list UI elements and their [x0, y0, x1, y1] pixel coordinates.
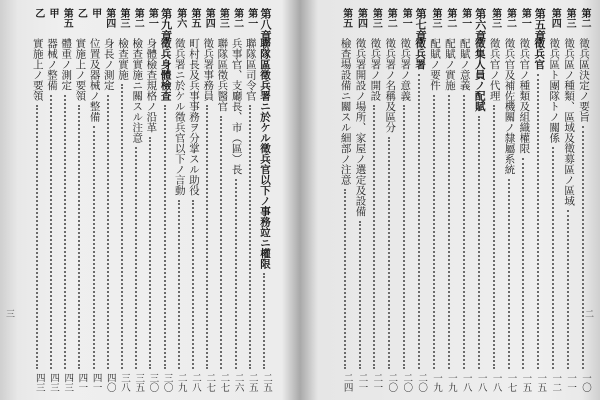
toc-entry-title: 體重ノ測定	[60, 38, 73, 91]
toc-entry	[367, 8, 381, 392]
toc-entry	[44, 8, 58, 392]
dot-leader	[178, 200, 180, 369]
toc-entry	[442, 8, 456, 392]
toc-entry-number: 第二	[231, 8, 243, 28]
right-page-number: 二	[584, 310, 594, 320]
toc-entry-title: 徵兵官ノ種類及組織權限	[518, 38, 531, 154]
toc-entry-page-number: 四三	[62, 373, 74, 392]
toc-entry-page-number: 二〇	[386, 373, 398, 392]
toc-entry-page-number: 二九	[175, 373, 187, 392]
toc-entry-page-number: 一八	[490, 373, 502, 392]
toc-entry-page-number: 一二	[550, 373, 562, 392]
toc-entry-title: 身體檢查規格ノ沿革	[145, 38, 158, 133]
dot-leader	[359, 221, 361, 369]
toc-entry-number: 第四	[549, 8, 561, 28]
toc-entry-number: 乙	[75, 8, 87, 18]
toc-entry	[101, 8, 115, 392]
toc-entry-page-number: 一一	[565, 373, 577, 392]
toc-entry-number: 第七章	[414, 8, 428, 41]
toc-entry-title: 徵兵官	[533, 38, 546, 70]
toc-entry-title: 徵兵身體檢查	[159, 38, 172, 101]
toc-entry-page-number: 四〇	[104, 373, 116, 392]
toc-entry-title: 實施上ノ要領	[31, 38, 44, 101]
dot-leader	[537, 74, 539, 369]
toc-entry	[172, 8, 186, 392]
toc-entry-page-number: 一九	[445, 373, 457, 392]
toc-entry	[58, 8, 72, 392]
toc-entry-number: 第九章	[159, 8, 173, 41]
toc-entry-title: 徵兵區決定ノ要旨	[578, 38, 590, 122]
toc-entry-title: 配賦ノ要件	[429, 38, 441, 91]
toc-entry	[30, 8, 44, 392]
toc-entry-page-number: 三〇	[161, 373, 173, 392]
dot-leader	[478, 116, 480, 369]
toc-entry	[531, 8, 545, 392]
dot-leader	[508, 179, 510, 369]
toc-entry	[427, 8, 441, 392]
toc-entry	[115, 8, 129, 392]
toc-entry	[72, 8, 86, 392]
toc-entry-page-number: 三〇	[147, 373, 159, 392]
toc-entry	[397, 8, 411, 392]
toc-entry-page-number: 二一	[356, 373, 368, 392]
toc-entry	[229, 8, 243, 392]
toc-entry-number: 第二	[385, 8, 397, 28]
left-page-number: 三	[6, 310, 16, 320]
toc-entry-number: 第三	[564, 8, 576, 28]
toc-entry	[353, 8, 367, 392]
toc-entry-title: 位置及器械ノ整備	[88, 38, 101, 122]
toc-entry	[487, 8, 501, 392]
toc-entry-title: 實施上ノ要領	[74, 38, 87, 101]
toc-entry-page-number: 一八	[460, 373, 472, 392]
toc-entry-number: 第五	[340, 8, 352, 28]
toc-entry-number: 甲	[89, 8, 101, 18]
dot-leader	[582, 126, 584, 369]
toc-entry-title: 配賦ノ意義	[458, 38, 471, 91]
toc-entry-number: 乙	[32, 8, 44, 18]
toc-entry	[186, 8, 200, 392]
toc-entry	[472, 8, 486, 392]
dot-leader	[344, 189, 346, 369]
toc-entry-number: 第三	[370, 8, 382, 28]
dot-leader	[164, 105, 166, 369]
toc-entry-page-number: 二八	[190, 373, 201, 392]
toc-entry-number: 第一	[245, 8, 257, 28]
toc-entry	[457, 8, 471, 392]
dot-leader	[135, 147, 137, 369]
toc-entry-title: 聯隊區司令官	[244, 38, 257, 101]
toc-entry	[200, 8, 214, 392]
toc-entry	[257, 8, 271, 392]
toc-entry-page-number: 二六	[232, 373, 244, 392]
toc-entry	[382, 8, 396, 392]
toc-entry-title: 徵兵署ノ名稱及區分	[384, 38, 397, 133]
toc-entry-title: 徵兵官ノ代理	[488, 38, 501, 101]
toc-entry-number: 第二	[132, 8, 144, 28]
dot-leader	[463, 95, 465, 369]
toc-entry	[214, 8, 228, 392]
toc-entry-number: 第五章	[533, 8, 547, 41]
toc-entry-number: 第六	[174, 8, 186, 28]
toc-entry	[158, 8, 172, 392]
toc-entry	[546, 8, 560, 392]
dot-leader	[493, 105, 495, 369]
toc-entry-page-number: 四三	[48, 373, 59, 392]
toc-entry-number: 第八章	[259, 8, 272, 41]
dot-leader	[50, 95, 52, 369]
toc-entry-number: 第二	[579, 8, 590, 28]
toc-entry-title: 兵事官、支廳長、市（區）長	[230, 38, 243, 175]
toc-entry-number: 第三	[430, 8, 441, 28]
toc-entry-page-number: 二五	[261, 373, 272, 392]
toc-entry-number: 第五	[189, 8, 200, 28]
toc-entry-number: 第二	[504, 8, 516, 28]
toc-entry-title: 徵兵署事務員	[202, 38, 215, 101]
toc-entry-page-number: 一七	[505, 373, 517, 392]
toc-entry-title: 徵兵署ノ開設	[369, 38, 382, 101]
toc-entry	[561, 8, 575, 392]
toc-entry-number: 第四	[203, 8, 215, 28]
toc-entry-title: 徵兵署開設ノ場所、家屋ノ選定及設備	[354, 38, 367, 217]
toc-entry-page-number: 一八	[475, 373, 487, 392]
dot-leader	[93, 126, 95, 369]
dot-leader	[388, 137, 390, 369]
toc-entry	[338, 8, 352, 392]
toc-entry-number: 第五	[61, 8, 73, 28]
dot-leader	[206, 105, 208, 369]
toc-entry-page-number: 四一	[76, 373, 88, 392]
dot-leader	[64, 95, 66, 369]
toc-entry-page-number: 二七	[204, 373, 216, 392]
dot-leader	[522, 158, 524, 369]
dot-leader	[418, 74, 420, 369]
toc-entry-number: 第三	[489, 8, 501, 28]
toc-entry-title: 器械ノ整備	[46, 38, 58, 91]
dot-leader	[433, 95, 435, 369]
toc-entry-number: 第四	[103, 8, 115, 28]
toc-entry	[502, 8, 516, 392]
toc-entry-number: 第三	[118, 8, 129, 28]
toc-entry-number: 第二	[444, 8, 456, 28]
dot-leader	[567, 210, 569, 369]
dot-leader	[121, 84, 123, 369]
toc-entry-number: 第一	[400, 8, 412, 28]
toc-entry-title: 徵兵署ノ意義	[399, 38, 412, 101]
toc-entry-title: 檢查實施ニ關スル注意	[131, 38, 144, 143]
toc-entry	[576, 8, 590, 392]
toc-entry-title: 檢查實施	[117, 38, 129, 80]
toc-entry-number: 第一	[146, 8, 158, 28]
toc-entry-number: 第六章	[473, 8, 487, 41]
toc-entry-page-number: 一五	[535, 373, 547, 392]
toc-entry-title: 徵兵署	[414, 38, 427, 70]
toc-entry-title: 檢查場設備ニ關スル細部ノ注意	[339, 38, 352, 185]
toc-entry-page-number: 一〇	[580, 373, 591, 392]
toc-entry-page-number: 二四	[341, 373, 353, 392]
toc-entry	[412, 8, 426, 392]
toc-entry-page-number: 三八	[119, 373, 130, 392]
toc-entry-page-number: 二一	[371, 373, 383, 392]
toc-entry-number: 第四	[355, 8, 367, 28]
dot-leader	[78, 105, 80, 369]
toc-entry	[143, 8, 157, 392]
toc-entry-title: 聯隊區徵兵醫官	[216, 38, 229, 112]
toc-entry-page-number: 四一	[90, 373, 102, 392]
toc-entry	[87, 8, 101, 392]
dot-leader	[107, 95, 109, 369]
toc-entry-page-number: 一五	[520, 373, 532, 392]
dot-leader	[235, 179, 237, 369]
toc-entry-number: 第一	[459, 8, 471, 28]
toc-entry-title: 聯隊區徵兵署ニ於ケル徵兵官以下ノ事務竝ニ權限	[259, 38, 271, 269]
right-page	[300, 0, 600, 400]
dot-leader	[220, 116, 222, 369]
dot-leader	[552, 147, 554, 369]
toc-entry-number: 第三	[217, 8, 229, 28]
toc-entry-title: 町村長及兵事事務ヲ分掌スル助役	[188, 38, 200, 196]
toc-entry-title: 配賦ノ實施	[443, 38, 456, 91]
dot-leader	[36, 105, 38, 369]
toc-entry-title: 徵集人員ノ配賦	[473, 38, 486, 112]
toc-entry-title: 徵兵署ニ於ケル徵兵官以下ノ言動	[173, 38, 186, 196]
dot-leader	[403, 105, 405, 369]
toc-entry-page-number: 二五	[246, 373, 258, 392]
toc-entry-title: 徵兵官及補佐機關ノ隸屬系統	[503, 38, 516, 175]
toc-entry	[129, 8, 143, 392]
toc-entry-page-number: 三五	[133, 373, 145, 392]
toc-entry-title: 徵兵區ト團隊トノ關係	[548, 38, 561, 143]
toc-entry-page-number: 四三	[33, 373, 45, 392]
toc-entry-number: 第一	[519, 8, 531, 28]
toc-entry-page-number: 二〇	[416, 373, 428, 392]
toc-entry-number: 甲	[47, 8, 58, 18]
dot-leader	[192, 200, 194, 369]
toc-entry-page-number: 二七	[218, 373, 230, 392]
toc-entry-page-number: 一九	[431, 373, 442, 392]
toc-entry-title: 身長ノ測定	[102, 38, 115, 91]
dot-leader	[263, 273, 265, 369]
dot-leader	[373, 105, 375, 369]
toc-entry	[243, 8, 257, 392]
toc-entry-page-number: 二〇	[401, 373, 413, 392]
dot-leader	[149, 137, 151, 369]
dot-leader	[448, 95, 450, 369]
toc-entry-title: 徵兵區ノ種類、區域及徵募區ノ區域	[563, 38, 576, 206]
dot-leader	[249, 105, 251, 369]
toc-entry	[516, 8, 530, 392]
